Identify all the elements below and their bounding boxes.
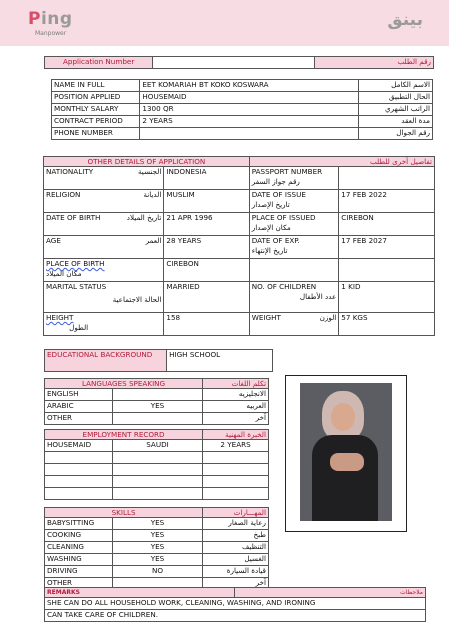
skills-title: SKILLS xyxy=(45,508,203,518)
language-row xyxy=(45,389,269,401)
other-label2 xyxy=(249,213,339,236)
language-value xyxy=(112,413,202,425)
other-label2-ar: مكان الإصدار xyxy=(251,223,291,232)
language-value xyxy=(112,389,202,401)
other-value2: 57 KGS xyxy=(339,313,435,336)
skill-label: COOKING xyxy=(45,530,113,542)
personal-label: PHONE NUMBER xyxy=(52,128,140,140)
applicant-photo-frame xyxy=(285,375,407,532)
other-value: 28 YEARS xyxy=(164,236,249,259)
other-label2-en: PASSPORT NUMBER xyxy=(251,167,323,176)
employment-position xyxy=(45,452,113,464)
personal-label-ar: الاسم الكامل xyxy=(358,80,432,92)
skills-title-ar: المهـــارات xyxy=(203,508,269,518)
language-value: YES xyxy=(112,401,202,413)
other-label2 xyxy=(249,313,339,336)
personal-label: CONTRACT PERIOD xyxy=(52,116,140,128)
employment-table xyxy=(44,429,269,500)
languages-title: LANGUAGES SPEAKING xyxy=(45,379,203,389)
skill-label: DRIVING xyxy=(45,566,113,578)
education-value: HIGH SCHOOL xyxy=(167,350,273,372)
other-label2-ar: تاريخ الإنتهاء xyxy=(251,246,288,255)
skill-row xyxy=(45,542,269,554)
other-value2: 17 FEB 2022 xyxy=(339,190,435,213)
other-label2 xyxy=(249,190,339,213)
skill-label: CLEANING xyxy=(45,542,113,554)
personal-row xyxy=(52,104,433,116)
employment-country: SAUDI xyxy=(112,440,202,452)
other-value2: 1 KID xyxy=(339,282,435,313)
other-label-ar: تاريخ الميلاد xyxy=(120,213,164,236)
personal-value xyxy=(140,128,358,140)
employment-row xyxy=(45,440,269,452)
employment-period xyxy=(203,452,269,464)
personal-label-ar: الحال التطبيق xyxy=(358,92,432,104)
skill-value: YES xyxy=(112,530,202,542)
skill-label-ar: الغسيل xyxy=(203,554,269,566)
other-value2: CIREBON xyxy=(339,213,435,236)
remarks-line: CAN TAKE CARE OF CHILDREN. xyxy=(45,610,426,622)
other-label2-en: DATE OF ISSUE xyxy=(251,190,306,199)
other-label: DATE OF BIRTH xyxy=(44,213,121,236)
employment-title: EMPLOYMENT RECORD xyxy=(45,430,203,440)
other-details-title-ar: تفاصيل أخرى للطلب xyxy=(249,157,434,167)
header-band xyxy=(0,0,449,46)
skills-table xyxy=(44,507,269,590)
personal-label: MONTHLY SALARY xyxy=(52,104,140,116)
education-label: EDUCATIONAL BACKGROUND xyxy=(45,350,167,372)
other-label-ar: الديانة xyxy=(120,190,164,213)
other-row xyxy=(44,190,435,213)
application-number-label: Application Number xyxy=(45,57,153,69)
skill-label: OTHER xyxy=(45,578,113,590)
employment-period xyxy=(203,476,269,488)
other-label2-en: DATE OF EXP. xyxy=(251,236,300,245)
other-label2-en: WEIGHT xyxy=(251,313,281,322)
other-label2-ar: رقم جواز السفر xyxy=(251,177,300,186)
remarks-table xyxy=(44,587,426,622)
language-label: ARABIC xyxy=(45,401,113,413)
employment-period xyxy=(203,488,269,500)
personal-label-ar: مدة العقد xyxy=(358,116,432,128)
personal-value: 2 YEARS xyxy=(140,116,358,128)
other-label-en: HEIGHT xyxy=(46,313,74,322)
skill-row xyxy=(45,554,269,566)
education-table xyxy=(44,349,273,372)
other-details-table xyxy=(43,156,435,336)
other-label-ar: العمر xyxy=(120,236,164,259)
language-row xyxy=(45,413,269,425)
skill-row xyxy=(45,566,269,578)
application-number-label-ar: رقم الطلب xyxy=(314,57,433,69)
skill-label: BABYSITTING xyxy=(45,518,113,530)
other-label: NATIONALITY xyxy=(44,167,121,190)
other-label-en: MARITAL STATUS xyxy=(46,282,107,291)
employment-country xyxy=(112,488,202,500)
language-label: ENGLISH xyxy=(45,389,113,401)
other-label2-en: PLACE OF ISSUED xyxy=(251,213,316,222)
skill-row xyxy=(45,530,269,542)
personal-value: 1300 QR xyxy=(140,104,358,116)
logo-en: Ping xyxy=(28,9,73,29)
other-row xyxy=(44,282,435,313)
logo-ar: بينق xyxy=(387,10,423,30)
other-label: RELIGION xyxy=(44,190,121,213)
language-label-ar: الانجليزيه xyxy=(203,389,269,401)
skill-value: YES xyxy=(112,542,202,554)
other-value: 158 xyxy=(164,313,249,336)
skill-value: NO xyxy=(112,566,202,578)
personal-value: EET KOMARIAH BT KOKO KOSWARA xyxy=(140,80,358,92)
other-label xyxy=(44,313,121,336)
employment-row xyxy=(45,488,269,500)
remarks-label-ar: ملاحظات xyxy=(235,588,426,598)
other-label2-ar: عدد الأطفال xyxy=(299,292,337,301)
other-label2 xyxy=(249,236,339,259)
other-value2 xyxy=(339,167,435,190)
remarks-line: SHE CAN DO ALL HOUSEHOLD WORK, CLEANING, WASHING, AND IRONING xyxy=(45,598,426,610)
employment-country xyxy=(112,476,202,488)
logo-sub: Manpower xyxy=(35,30,67,37)
remarks-label: REMARKS xyxy=(45,588,235,598)
employment-position xyxy=(45,464,113,476)
other-value2 xyxy=(339,259,435,282)
other-label-ar: الجنسية xyxy=(120,167,164,190)
other-value: MARRIED xyxy=(164,282,249,313)
personal-label: POSITION APPLIED xyxy=(52,92,140,104)
skill-label-ar: التنظيف xyxy=(203,542,269,554)
personal-row xyxy=(52,116,433,128)
employment-position xyxy=(45,488,113,500)
skill-label-ar: آخر xyxy=(203,578,269,590)
personal-row xyxy=(52,128,433,140)
personal-details-table xyxy=(51,79,433,140)
other-row xyxy=(44,213,435,236)
employment-row xyxy=(45,464,269,476)
personal-row xyxy=(52,80,433,92)
employment-period xyxy=(203,464,269,476)
applicant-photo xyxy=(300,383,392,521)
employment-row xyxy=(45,452,269,464)
application-number-table xyxy=(44,56,434,69)
employment-position: HOUSEMAID xyxy=(45,440,113,452)
other-label2 xyxy=(249,259,339,282)
other-row xyxy=(44,313,435,336)
other-label2 xyxy=(249,282,339,313)
languages-title-ar: تكلم اللغات xyxy=(203,379,269,389)
application-number-value xyxy=(153,57,315,69)
other-value: CIREBON xyxy=(164,259,249,282)
other-label-ar: الطول xyxy=(69,323,89,332)
employment-country xyxy=(112,452,202,464)
other-label2 xyxy=(249,167,339,190)
employment-period: 2 YEARS xyxy=(203,440,269,452)
other-value2: 17 FEB 2027 xyxy=(339,236,435,259)
other-label2-ar: الوزن xyxy=(319,313,337,322)
personal-row xyxy=(52,92,433,104)
language-label-ar: آخر xyxy=(203,413,269,425)
employment-title-ar: الخبرة المهنية xyxy=(203,430,269,440)
other-label-en: PLACE OF BIRTH xyxy=(46,259,105,268)
languages-table xyxy=(44,378,269,425)
language-row xyxy=(45,401,269,413)
language-label: OTHER xyxy=(45,413,113,425)
other-details-title: OTHER DETAILS OF APPLICATION xyxy=(44,157,250,167)
other-row xyxy=(44,259,435,282)
other-label xyxy=(44,259,164,282)
employment-row xyxy=(45,476,269,488)
other-label: AGE xyxy=(44,236,121,259)
personal-label: NAME IN FULL xyxy=(52,80,140,92)
skill-label-ar: طبخ xyxy=(203,530,269,542)
skill-label-ar: رعاية الصغار xyxy=(203,518,269,530)
skill-value: YES xyxy=(112,554,202,566)
skill-value: YES xyxy=(112,518,202,530)
other-label-ar: مكان الميلاد xyxy=(46,269,82,278)
other-value: 21 APR 1996 xyxy=(164,213,249,236)
personal-value: HOUSEMAID xyxy=(140,92,358,104)
other-value: INDONESIA xyxy=(164,167,249,190)
other-value: MUSLIM xyxy=(164,190,249,213)
personal-label-ar: الراتب الشهري xyxy=(358,104,432,116)
other-row xyxy=(44,167,435,190)
skill-row xyxy=(45,518,269,530)
employment-position xyxy=(45,476,113,488)
other-row xyxy=(44,236,435,259)
employment-country xyxy=(112,464,202,476)
skill-label: WASHING xyxy=(45,554,113,566)
skill-label-ar: قيادة السيارة xyxy=(203,566,269,578)
other-label2-ar: تاريخ الإصدار xyxy=(251,200,290,209)
other-label xyxy=(44,282,164,313)
language-label-ar: العربيه xyxy=(203,401,269,413)
other-label-ar: الحالة الاجتماعية xyxy=(112,295,162,304)
other-label2-en: NO. OF CHILDREN xyxy=(251,282,317,291)
personal-label-ar: رقم الجوال xyxy=(358,128,432,140)
